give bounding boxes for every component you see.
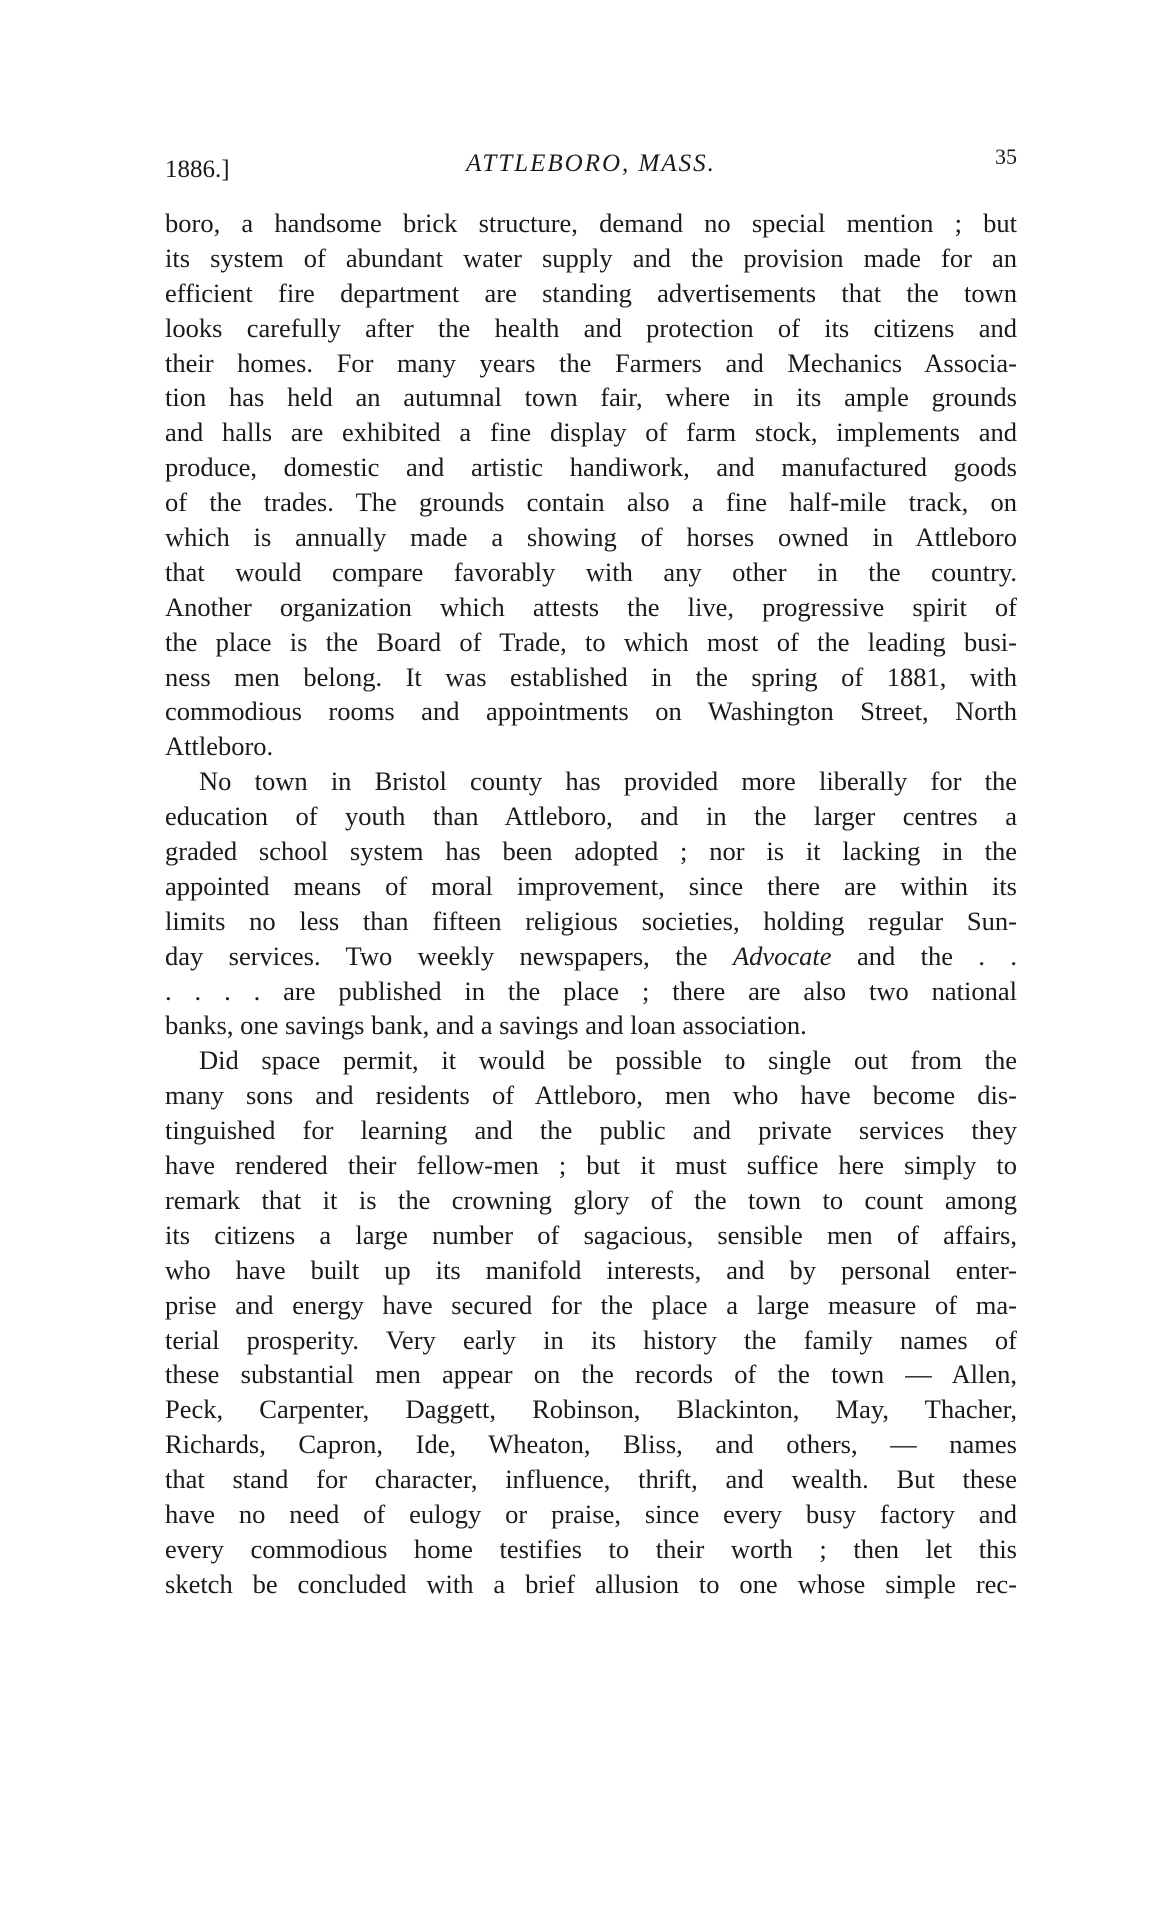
line-text: that would compare favorably with any other in the country.	[165, 556, 1017, 587]
line-text: the place is the Board of Trade, to which most of the leading busi-	[165, 626, 1017, 657]
text-line	[165, 799, 1017, 834]
line-text: education of youth than Attleboro, and in the larger centres a	[165, 801, 1017, 832]
text-line	[165, 1183, 1017, 1218]
line-text: every commodious home testifies to their worth ; then let this	[165, 1533, 1017, 1564]
line-text: who have built up its manifold interests, and by personal enter-	[165, 1254, 1017, 1285]
line-text: Another organization which attests the live, progressive spirit of	[165, 591, 1017, 622]
text-line	[165, 1148, 1017, 1183]
line-text: tion has held an autumnal town fair, where in its ample grounds	[165, 382, 1017, 413]
text-line	[165, 729, 1017, 764]
line-text: which is annually made a showing of horses owned in Attleboro	[165, 522, 1017, 553]
text-line	[165, 590, 1017, 625]
line-text: its system of abundant water supply and the provision made for an	[165, 242, 1017, 273]
line-text: efficient fire department are standing advertisements that the town	[165, 277, 1017, 308]
line-text: and halls are exhibited a fine display of farm stock, implements and	[165, 417, 1017, 448]
line-text: terial prosperity. Very early in its history the family names of	[165, 1324, 1017, 1355]
text-line	[165, 1462, 1017, 1497]
text-line	[165, 276, 1017, 311]
line-text: appointed means of moral improvement, since there are within its	[165, 870, 1017, 901]
line-text: . . . . are published in the place ; there are also two national	[165, 975, 1017, 1006]
text-line	[165, 520, 1017, 555]
text-line	[165, 939, 1017, 974]
text-line	[165, 415, 1017, 450]
line-text: Did space permit, it would be possible to single out from the	[199, 1045, 1017, 1076]
line-text: have no need of eulogy or praise, since every busy factory and	[165, 1498, 1017, 1529]
line-text: commodious rooms and appointments on Washington Street, North	[165, 696, 1017, 727]
text-line	[165, 485, 1017, 520]
text-line	[165, 450, 1017, 485]
text-line	[165, 1288, 1017, 1323]
text-line	[165, 625, 1017, 660]
line-text: Peck, Carpenter, Daggett, Robinson, Blackinton, May, Thacher,	[165, 1394, 1017, 1425]
text-line	[165, 869, 1017, 904]
text-line	[165, 206, 1017, 241]
text-line	[165, 1043, 1017, 1078]
text-line	[165, 311, 1017, 346]
text-line	[165, 1218, 1017, 1253]
line-text: day services. Two weekly newspapers, the	[165, 940, 708, 971]
line-text: have rendered their fellow-men ; but it must suffice here simply to	[165, 1150, 1017, 1181]
header-year: 1886.]	[165, 156, 230, 183]
text-line	[165, 834, 1017, 869]
running-header	[165, 144, 1017, 190]
header-title: ATTLEBORO, MASS.	[466, 150, 716, 177]
line-text: looks carefully after the health and protection of its citizens and	[165, 312, 1017, 343]
text-line	[165, 1113, 1017, 1148]
body-text	[165, 206, 1017, 1602]
line-text: limits no less than fifteen religious societies, holding regular Sun-	[165, 905, 1017, 936]
text-line	[165, 904, 1017, 939]
text-line	[165, 346, 1017, 381]
line-text: No town in Bristol county has provided more liberally for the	[199, 766, 1017, 797]
line-text: boro, a handsome brick structure, demand no special mention ; but	[165, 208, 1017, 238]
text-line	[165, 974, 1017, 1009]
line-text: tinguished for learning and the public and private services they	[165, 1115, 1017, 1146]
text-line	[165, 660, 1017, 695]
line-text-after: and the . .	[856, 940, 1018, 971]
line-text: remark that it is the crowning glory of the town to count among	[165, 1184, 1017, 1215]
line-text: ness men belong. It was established in the spring of 1881, with	[165, 661, 1017, 692]
text-line	[165, 1567, 1017, 1602]
line-text: sketch be concluded with a brief allusion to one whose simple rec-	[165, 1568, 1017, 1599]
line-text: its citizens a large number of sagacious, sensible men of affairs,	[165, 1219, 1017, 1250]
line-text: graded school system has been adopted ; nor is it lacking in the	[165, 836, 1017, 867]
text-line	[165, 1427, 1017, 1462]
newspaper-name: Advocate	[732, 940, 832, 971]
text-line	[165, 1323, 1017, 1358]
line-text: Attleboro.	[165, 731, 274, 762]
text-line	[165, 555, 1017, 590]
text-line	[165, 241, 1017, 276]
text-line	[165, 1357, 1017, 1392]
text-line	[165, 1392, 1017, 1427]
line-text: these substantial men appear on the records of the town — Allen,	[165, 1359, 1017, 1390]
text-line	[165, 1078, 1017, 1113]
text-line	[165, 1008, 1017, 1043]
line-text: that stand for character, influence, thrift, and wealth. But these	[165, 1464, 1017, 1495]
line-text: banks, one savings bank, and a savings and loan association.	[165, 1010, 807, 1041]
text-line	[165, 694, 1017, 729]
line-text: Richards, Capron, Ide, Wheaton, Bliss, and others, — names	[165, 1429, 1017, 1460]
text-line	[165, 1253, 1017, 1288]
text-line	[165, 1497, 1017, 1532]
line-text: many sons and residents of Attleboro, men who have become dis-	[165, 1080, 1017, 1111]
line-text: prise and energy have secured for the place a large measure of ma-	[165, 1289, 1017, 1320]
page-number: 35	[995, 144, 1017, 169]
text-line	[165, 380, 1017, 415]
line-text: of the trades. The grounds contain also a fine half-mile track, on	[165, 487, 1017, 518]
line-text: produce, domestic and artistic handiwork, and manufactured goods	[165, 452, 1017, 483]
line-text: their homes. For many years the Farmers and Mechanics Associa-	[165, 347, 1017, 378]
text-line	[165, 764, 1017, 799]
text-line	[165, 1532, 1017, 1567]
